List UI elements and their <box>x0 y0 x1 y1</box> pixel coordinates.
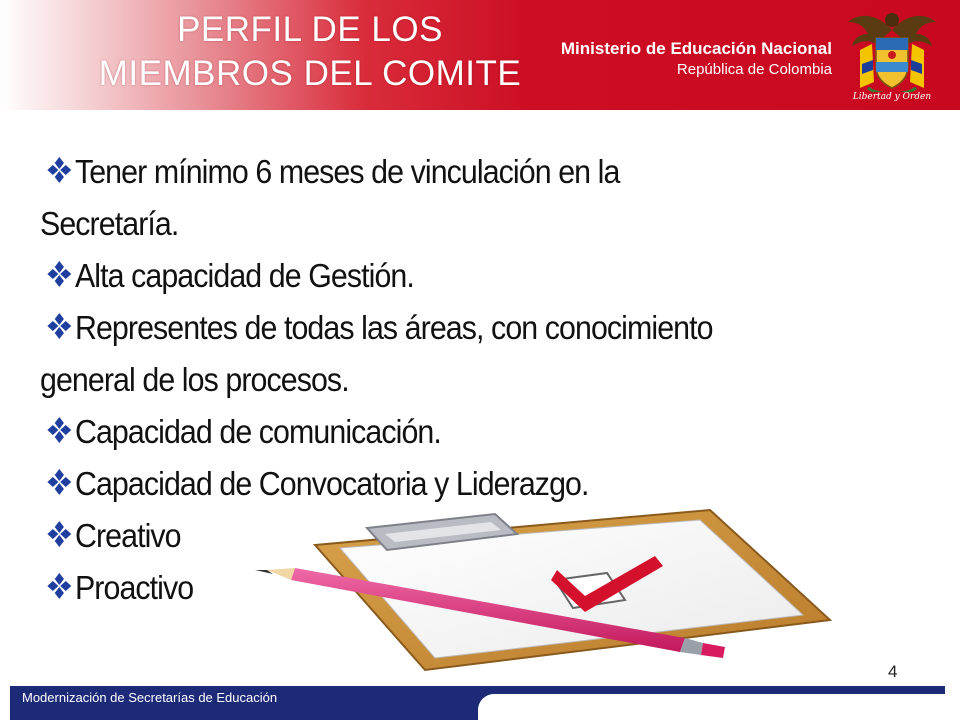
four-diamond-bullet-icon <box>46 148 74 178</box>
four-diamond-bullet-icon <box>46 304 74 334</box>
seal-motto: Libertad y Orden <box>852 92 932 102</box>
list-item-text: Alta capacidad de Gestión. <box>74 257 414 294</box>
list-item-text: Creativo <box>74 517 181 554</box>
list-item-text: Capacidad de comunicación. <box>74 413 441 450</box>
page-number: 4 <box>888 662 898 681</box>
ministry-name: Ministerio de Educación Nacional <box>560 39 832 58</box>
header-banner <box>0 0 960 110</box>
list-item-continuation: Secretaría. <box>40 205 179 242</box>
list-item-continuation: general de los procesos. <box>40 361 349 398</box>
title-line-2: MIEMBROS DEL COMITE <box>98 54 522 93</box>
list-item <box>40 406 914 458</box>
slide-title <box>60 8 560 96</box>
list-item-text: Representes de todas las áreas, con conocimiento <box>74 309 713 346</box>
list-item-text: Proactivo <box>74 569 194 606</box>
list-item <box>40 302 914 354</box>
list-item <box>40 146 914 198</box>
four-diamond-bullet-icon <box>46 564 74 594</box>
title-line-1: PERFIL DE LOS <box>177 10 443 49</box>
ministry-subtitle: República de Colombia <box>676 61 832 78</box>
four-diamond-bullet-icon <box>46 460 74 490</box>
list-item <box>40 250 914 302</box>
clipboard-pencil-illustration <box>255 500 835 675</box>
footer-text: Modernización de Secretarías de Educación <box>22 690 278 705</box>
coat-of-arms-icon <box>842 4 942 106</box>
four-diamond-bullet-icon <box>46 252 74 282</box>
footer-tab <box>478 694 945 720</box>
four-diamond-bullet-icon <box>46 408 74 438</box>
list-item-text: Tener mínimo 6 meses de vinculación en la <box>74 153 620 190</box>
ministry-block <box>561 38 832 80</box>
list-item-text: Capacidad de Convocatoria y Liderazgo. <box>74 465 589 502</box>
four-diamond-bullet-icon <box>46 512 74 542</box>
